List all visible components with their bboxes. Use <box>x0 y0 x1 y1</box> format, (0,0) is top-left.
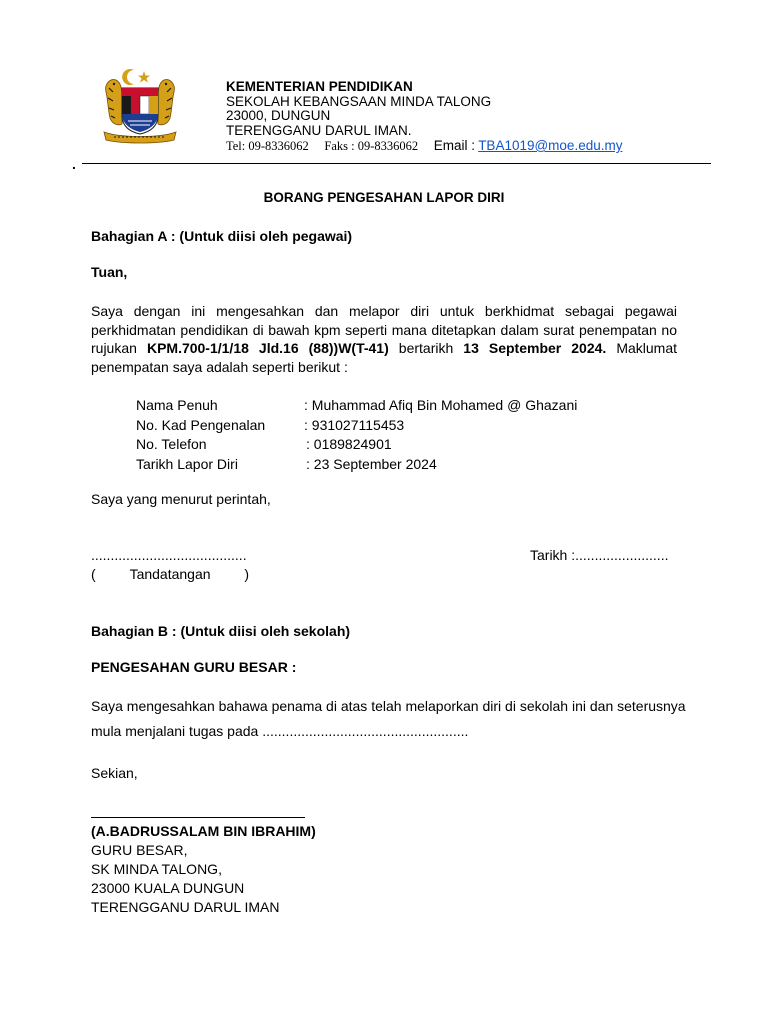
detail-label: Nama Penuh <box>136 397 218 413</box>
section-b-heading: Bahagian B : (Untuk diisi oleh sekolah) <box>91 623 351 639</box>
headmaster-block <box>91 822 316 917</box>
signature-line <box>91 817 305 818</box>
confirmation-paragraph: Saya mengesahkan bahawa penama di atas telah melaporkan diri di sekolah ini dan seterusnya mula menjalani tugas pada ..................................................... <box>91 698 686 739</box>
stray-dot: . <box>72 156 76 172</box>
signature-dots: ........................................ <box>91 547 247 563</box>
salutation: Tuan, <box>91 264 128 280</box>
declaration-text-1: Saya dengan ini mengesahkan dan melapor diri untuk berkhidmat sebagai pegawai perkhidmatan pendidikan di bawah kpm seperti mana ditetapkan dalam surat penempatan no rujukan <box>91 303 677 356</box>
caption-close-paren: ) <box>244 566 250 582</box>
detail-label: No. Telefon <box>136 436 207 453</box>
address-line: TERENGGANU DARUL IMAN <box>91 899 280 915</box>
address-line: SK MINDA TALONG, <box>91 861 222 877</box>
form-title: BORANG PENGESAHAN LAPOR DIRI <box>263 190 505 205</box>
reference-date: 13 September 2024. <box>463 340 607 356</box>
detail-label: Tarikh Lapor Diri <box>136 455 238 472</box>
detail-value: : 0189824901 <box>306 436 392 453</box>
date-field: Tarikh :........................ <box>530 547 669 563</box>
malaysia-coat-of-arms-icon <box>100 66 180 144</box>
reference-number: KPM.700-1/1/18 Jld.16 (88))W(T-41) <box>146 340 389 356</box>
signature-caption <box>91 566 249 582</box>
letterhead <box>226 80 622 154</box>
headmaster-name: (A.BADRUSSALAM BIN IBRAHIM) <box>91 823 316 839</box>
email-label: Email : <box>433 138 476 153</box>
school-name: SEKOLAH KEBANGSAAN MINDA TALONG <box>226 93 492 109</box>
detail-value: : 931027115453 <box>304 416 405 433</box>
sign-off: Sekian, <box>91 765 138 781</box>
caption-open-paren: ( <box>91 566 96 582</box>
declaration-text-3: Maklumat penempatan saya adalah seperti berikut : <box>91 340 678 375</box>
declaration-paragraph <box>91 302 677 376</box>
school-postcode-town: 23000, DUNGUN <box>226 108 331 123</box>
caption-text: Tandatangan <box>129 566 211 582</box>
telephone: Tel: 09-8336062 <box>226 139 309 153</box>
declaration-text-2: bertarikh <box>398 340 454 356</box>
letterhead-divider <box>82 163 711 164</box>
headmaster-confirmation-heading: PENGESAHAN GURU BESAR : <box>91 659 297 675</box>
detail-value: : Muhammad Afiq Bin Mohamed @ Ghazani <box>304 397 578 413</box>
detail-label: No. Kad Pengenalan <box>136 416 266 433</box>
ministry-name: KEMENTERIAN PENDIDIKAN <box>226 79 413 94</box>
detail-value: : 23 September 2024 <box>306 455 437 472</box>
closing-line: Saya yang menurut perintah, <box>91 491 271 507</box>
section-a-heading: Bahagian A : (Untuk diisi oleh pegawai) <box>91 228 353 244</box>
email-link[interactable]: TBA1019@moe.edu.my <box>478 138 623 153</box>
address-line: GURU BESAR, <box>91 842 188 858</box>
school-state: TERENGGANU DARUL IMAN. <box>226 122 412 138</box>
contact-line <box>226 139 622 154</box>
fax: Faks : 09-8336062 <box>324 139 419 153</box>
address-line: 23000 KUALA DUNGUN <box>91 880 245 896</box>
